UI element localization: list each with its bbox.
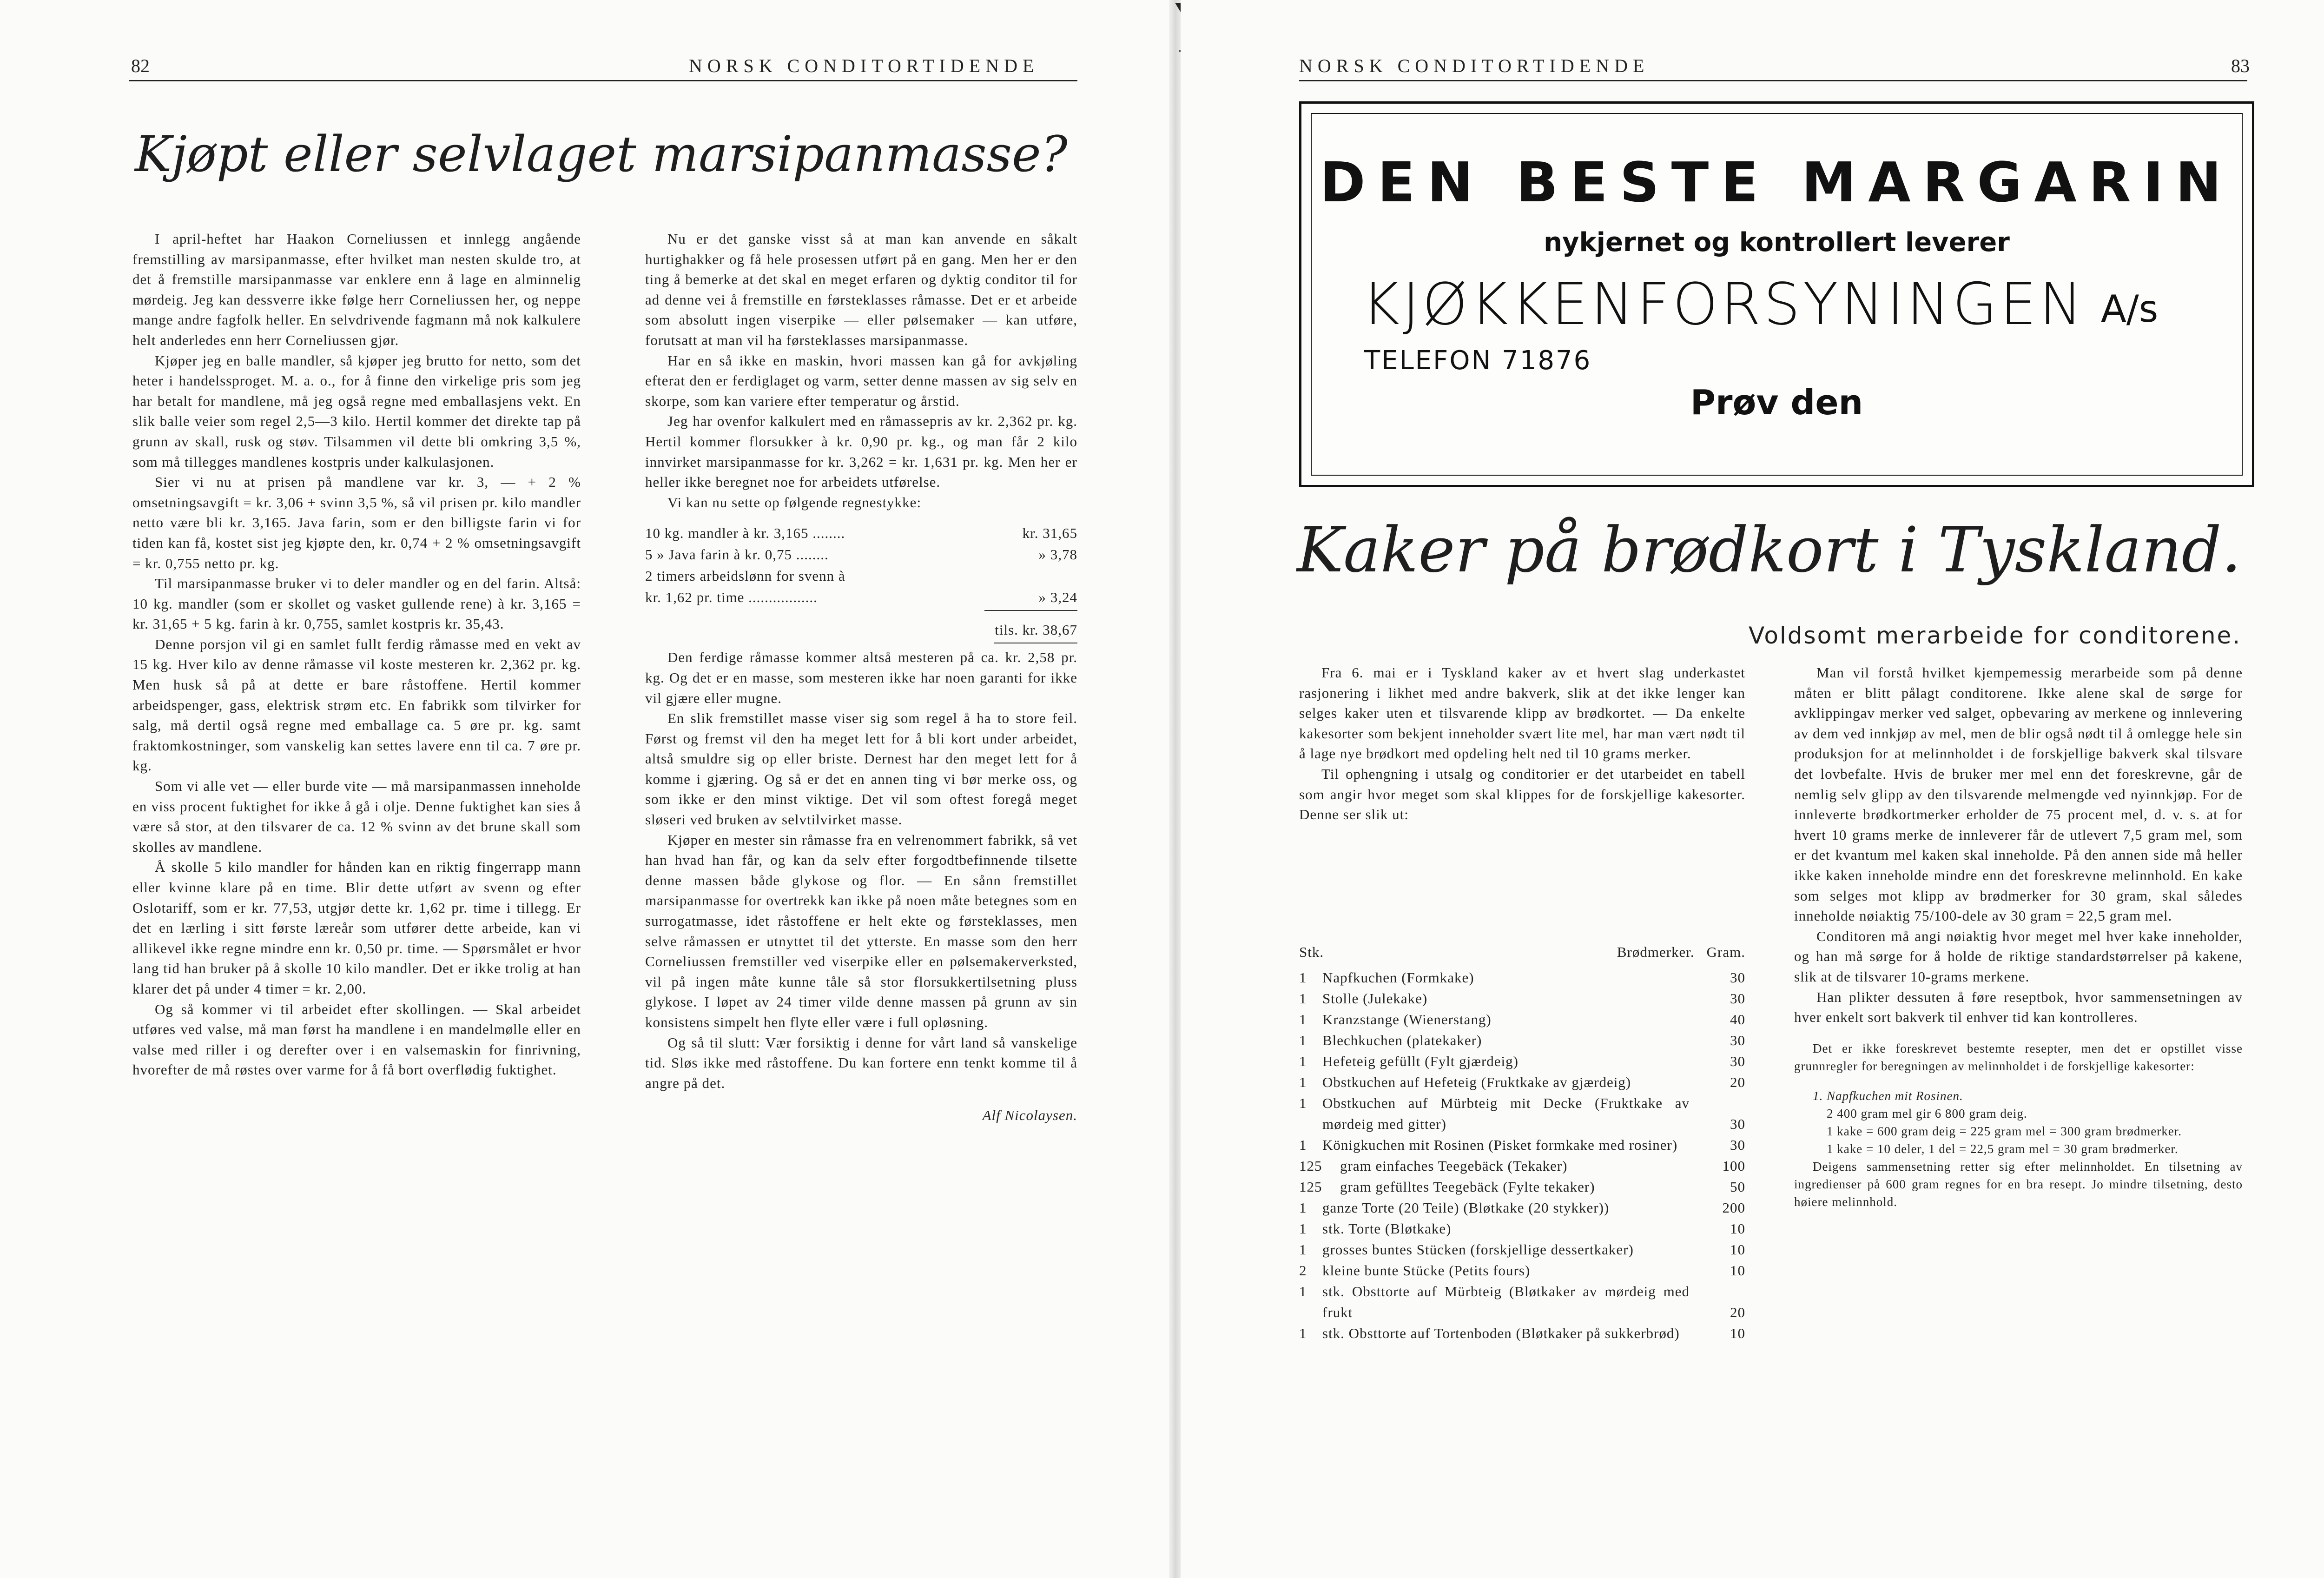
paragraph: Den ferdige råmasse kommer altså mesteren på ca. kr. 2,58 pr. kg. Og det er en masse, som mesteren ikke har noen garanti for ikke vil gjære eller mugne. bbox=[645, 649, 1077, 706]
row-qty: 1 bbox=[1299, 1137, 1307, 1153]
cost-calculation bbox=[645, 523, 1077, 643]
table-row bbox=[1299, 1239, 1745, 1260]
right-article-column-2 bbox=[1794, 663, 2243, 1211]
row-grams: 200 bbox=[1722, 1200, 1745, 1216]
row-description: Obstkuchen auf Mürbteig mit Decke (Fruktkake av mørdeig med gitter) bbox=[1322, 1095, 1690, 1132]
table-row bbox=[1299, 1155, 1745, 1176]
row-grams: 30 bbox=[1730, 990, 1745, 1007]
recipe-line: 2 400 gram mel gir 6 800 gram deig. bbox=[1827, 1106, 2027, 1121]
small-print-intro: Det er ikke foreskrevet bestemte resepter, men det er opstillet visse grunnregler for beregningen av melinnholdet i de forskjellige kakesorter: bbox=[1794, 1041, 2243, 1073]
header-qty: Stk. bbox=[1299, 944, 1324, 960]
row-description: Stolle (Julekake) bbox=[1322, 990, 1428, 1007]
paragraph: Han plikter dessuten å føre reseptbok, hvor sammensetningen av hver enkelt sort bakverk til enhver tid kan kontrolleres. bbox=[1794, 988, 2243, 1026]
right-column-1-text bbox=[1299, 663, 1745, 825]
article-subtitle: Voldsomt merarbeide for conditorene. bbox=[1749, 622, 2242, 649]
table-row bbox=[1299, 988, 1745, 1009]
row-grams: 50 bbox=[1730, 1179, 1745, 1195]
table-row bbox=[1299, 967, 1745, 988]
running-head-left: NORSK CONDITORTIDENDE bbox=[689, 55, 1039, 76]
article-title-marzipan: Kjøpt eller selvlaget marsipanmasse? bbox=[135, 126, 1068, 183]
running-head-right: NORSK CONDITORTIDENDE bbox=[1299, 55, 1650, 76]
ration-table-header bbox=[1299, 941, 1745, 962]
right-article-column-1 bbox=[1299, 663, 1745, 825]
paragraph: Og så til slutt: Vær forsiktig i denne for vårt land så vanskelige tid. Sløs ikke med råstoffene. Du kan fortere enn tenkt komme til å angre på det. bbox=[645, 1034, 1077, 1091]
row-qty: 1 bbox=[1299, 1283, 1307, 1300]
header-rule-right bbox=[1299, 80, 2247, 81]
calc-value: » 3,24 bbox=[1038, 589, 1077, 606]
recipe-line: 1 kake = 10 deler, 1 del = 22,5 gram mel = 30 gram brødmerker. bbox=[1827, 1141, 2179, 1156]
paragraph: Nu er det ganske visst så at man kan anvende en såkalt hurtighakker og få hele prosessen utført på en gang. Men her er den ting å bemerke at det skal en meget erfaren og dyktig conditor til for ad denne vei å fremstille en førsteklasses råmasse. Det er et arbeide som absolutt ingen viserpike — eller pølsemaker — kan utføre, forutsatt at man vil ha førsteklasses marsipanmasse. bbox=[645, 231, 1077, 348]
row-description: kleine bunte Stücke (Petits fours) bbox=[1322, 1262, 1531, 1279]
calc-row bbox=[645, 523, 1077, 544]
paragraph: Sier vi nu at prisen på mandlene var kr. 3, — + 2 % omsetningsavgift = kr. 3,06 + svinn 3,5 %, så vil prisen pr. kilo mandler netto være bli kr. 3,165. Java farin, som er den billigste farin vi for tiden kan få, kostet sist jeg kjøpte den, kr. 0,74 + 2 % omsetningsavgift = kr. 0,755 netto pr. kg. bbox=[132, 474, 581, 571]
paragraph: En slik fremstillet masse viser sig som regel å ha to store feil. Først og fremst vil den ha meget lett for å bli kort under arbeidet, altså smuldre sig op eller briste. Dernest har den meget lett for å komme i gjæring. Og så er det en annen ting vi bør merke oss, og som ikke er den minst viktige. Det vil som oftest foregå meget sløseri ved bruken av selvtilvirket masse. bbox=[645, 710, 1077, 828]
ration-table-rows bbox=[1299, 967, 1745, 1344]
calculation-rows bbox=[645, 523, 1077, 608]
ad-subline: nykjernet og kontrollert leverer bbox=[1544, 227, 2010, 258]
paragraph: Vi kan nu sette op følgende regnestykke: bbox=[667, 494, 922, 511]
row-grams: 20 bbox=[1730, 1304, 1745, 1320]
row-description: stk. Obsttorte auf Tortenboden (Bløtkaker på sukkerbrød) bbox=[1322, 1325, 1680, 1341]
row-qty: 1 bbox=[1299, 1053, 1307, 1069]
margarine-advertisement bbox=[1299, 101, 2254, 487]
row-description: stk. Obsttorte auf Mürbteig (Bløtkaker av mørdeig med frukt bbox=[1322, 1283, 1690, 1320]
row-description: Napfkuchen (Formkake) bbox=[1322, 969, 1474, 986]
paragraph: Og så kommer vi til arbeidet efter skollingen. — Skal arbeidet utføres ved valse, må man først ha mandlene i en mandelmølle eller en valse med riller i og derefter over i en valsemaskin for finrivning, hvorefter de må røstes over varme for å få bort overflødig fuktighet. bbox=[132, 1001, 581, 1078]
recipe-line: 1 kake = 600 gram deig = 225 gram mel = 300 gram brødmerker. bbox=[1827, 1124, 2182, 1138]
row-qty: 1 bbox=[1299, 1220, 1307, 1237]
row-grams: 30 bbox=[1730, 1032, 1745, 1048]
header-rule-left bbox=[129, 80, 1077, 81]
ad-phone: TELEFON 71876 bbox=[1364, 345, 1592, 376]
small-print-outro: Deigens sammensetning retter sig efter melinnholdet. En tilsetning av ingredienser på 600 gram regnes for en bra resept. Jo mindre tilsetning, desto høiere melinnhold. bbox=[1794, 1159, 2243, 1209]
column-2-text-bottom bbox=[645, 647, 1077, 1093]
row-description: Obstkuchen auf Hefeteig (Fruktkake av gjærdeig) bbox=[1322, 1074, 1631, 1090]
row-qty: 1 bbox=[1299, 1095, 1307, 1111]
calc-label: kr. 1,62 pr. time ................. bbox=[645, 589, 818, 606]
paragraph: Kjøper en mester sin råmasse fra en velrenommert fabrikk, så vet han hvad han får, og kan da selv efter forgodtbefinnende tilsette denne massen både glykose og flor. — En sånn fremstillet marsipanmasse for overtrekk kan ikke på noen måte betegnes som en surrogatmasse, idet råstoffene er helt ekte og førsteklasses, men selve råmassen er utnyttet til det ytterste. En masse som den herr Corneliussen fremstiller ved viserpike eller en pølsemakerverksted, vil på ingen måte kunne tåle så stor florsukkertilsetning pluss glykose. I løpet av 24 timer vilde denne massen på grunn av sin konsistens simpelt hen flyte eller være i full opløsning. bbox=[645, 831, 1077, 1030]
paragraph: Har en så ikke en maskin, hvori massen kan gå for avkjøling efterat den er ferdiglaget og varm, setter denne massen av sig selv en skorpe, som kan variere efter temperatur og årstid. bbox=[645, 352, 1077, 409]
table-row bbox=[1299, 1260, 1745, 1281]
calc-value: kr. 31,65 bbox=[1022, 525, 1077, 542]
table-row bbox=[1299, 1030, 1745, 1051]
calc-row bbox=[645, 544, 1077, 565]
table-row bbox=[1299, 1197, 1745, 1218]
ad-call-to-action: Prøv den bbox=[1690, 383, 1863, 423]
paragraph: Man vil forstå hvilket kjempemessig merarbeide som på denne måten er blitt pålagt conditorene. Ikke alene skal de sørge for avklippingav merker ved salget, opbevaring av merkene og innlevering av dem ved innkjøp av mel, men de blir også nødt til å omlegge hele sin produksjon for at melinnholdet i de forskjellige bakverk skal tilsvare det lovbefalte. Hvis de bruker mer mel enn det foreskrevne, går de nemlig selv glipp av den tilsvarende melmengde ved nyinnkjøp. For de innleverte brødkortmerker erholder de 75 procent mel, d. v. s. at for hvert 10 grams merke de innleverer får de utlevert 7,5 gram mel, som er det kvantum mel kaken skal inneholde. På den annen side må heller ikke kaken inneholde mindre enn det foreskrevne melinnhold. En kake som selges mot klipp av brødmerker for 30 gram, skal således inneholde nøiaktig 75/100-dele av 30 gram = 22,5 gram mel. bbox=[1794, 664, 2243, 924]
author-signature: Alf Nicolaysen. bbox=[982, 1107, 1077, 1124]
ration-table bbox=[1299, 941, 1745, 1344]
row-qty: 1 bbox=[1299, 1200, 1307, 1216]
recipe-lines bbox=[1794, 1105, 2243, 1158]
calc-value: » 3,78 bbox=[1038, 546, 1077, 563]
calculation-total: tils. kr. 38,67 bbox=[995, 622, 1077, 638]
row-description: Hefeteig gefüllt (Fylt gjærdeig) bbox=[1322, 1053, 1519, 1069]
row-qty: 125 bbox=[1299, 1158, 1322, 1174]
paragraph: Til marsipanmasse bruker vi to deler mandler og en del farin. Altså: 10 kg. mandler (som er skollet og vasket gullende rene) à kr. 3,165 = kr. 31,65 + 5 kg. farin à kr. 0,755, samlet kostpris kr. 35,43. bbox=[132, 575, 581, 632]
ad-headline: DEN BESTE MARGARIN bbox=[1320, 150, 2234, 214]
recipe-title: 1. Napfkuchen mit Rosinen. bbox=[1813, 1088, 1963, 1103]
row-qty: 1 bbox=[1299, 1011, 1307, 1028]
table-row bbox=[1299, 1072, 1745, 1093]
paragraph: Denne porsjon vil gi en samlet fullt ferdig råmasse med en vekt av 15 kg. Hver kilo av denne råmasse vil koste mesteren kr. 2,362 pr. kg. Men husk så på at dette er bare råstoffene. Hertil kommer arbeidspenger, gass, elektrisk strøm etc. En fabrikk som tilvirker for salg, må dertil også regne med emballage ca. 5 øre pr. kg. samt fraktomkostninger, som vanskelig kan settes lavere enn til ca. 7 øre pr. kg. bbox=[132, 636, 581, 774]
page-number-right: 83 bbox=[2231, 55, 2250, 76]
row-grams: 10 bbox=[1730, 1220, 1745, 1237]
row-grams: 30 bbox=[1730, 1053, 1745, 1069]
row-qty: 1 bbox=[1299, 969, 1307, 986]
row-description: gram einfaches Teegebäck (Tekaker) bbox=[1340, 1158, 1568, 1174]
row-qty: 125 bbox=[1299, 1179, 1322, 1195]
row-qty: 1 bbox=[1299, 1032, 1307, 1048]
table-row bbox=[1299, 1176, 1745, 1197]
row-description: Blechkuchen (platekaker) bbox=[1322, 1032, 1482, 1048]
row-grams: 10 bbox=[1730, 1325, 1745, 1341]
row-grams: 30 bbox=[1730, 1137, 1745, 1153]
paragraph: Conditoren må angi nøiaktig hvor meget mel hver kake inneholder, og han må sørge for å holde de riktige standardstørrelser på kakene, slik at de tilsvarer 10-grams merkene. bbox=[1794, 928, 2243, 985]
page-number-left: 82 bbox=[131, 55, 150, 76]
row-description: stk. Torte (Bløtkake) bbox=[1322, 1220, 1452, 1237]
calc-label: 10 kg. mandler à kr. 3,165 ........ bbox=[645, 525, 845, 542]
calc-row bbox=[645, 587, 1077, 608]
table-row bbox=[1299, 1218, 1745, 1239]
ad-company-name: KJØKKENFORSYNINGEN bbox=[1362, 271, 2086, 338]
table-row bbox=[1299, 1134, 1745, 1155]
row-grams: 10 bbox=[1730, 1262, 1745, 1279]
paragraph: Til ophengning i utsalg og conditorier er det utarbeidet en tabell som angir hvor meget som skal klippes for de forskjellige kakesorter. Denne ser slik ut: bbox=[1299, 765, 1745, 823]
paragraph: Å skolle 5 kilo mandler for hånden kan en riktig fingerrapp mann eller kvinne klare på en time. Blir dette utført av svenn og efter Oslotariff, som er kr. 77,53, utgjør dette kr. 1,62 pr. time i tillegg. Er det en lærling i sitt første læreår som utfører dette arbeide, kan vi allikevel ikke regne mindre enn kr. 0,50 pr. time. — Spørsmålet er hvor lang tid han bruker på å skolle 10 kilo mandler. Det er ikke trolig at han klarer det på under 4 timer = kr. 2,00. bbox=[132, 859, 581, 997]
row-grams: 100 bbox=[1722, 1158, 1745, 1174]
regulation-small-print bbox=[1794, 1040, 2243, 1211]
row-description: gram gefülltes Teegebäck (Fylte tekaker) bbox=[1340, 1179, 1595, 1195]
calc-row bbox=[645, 565, 1077, 587]
column-2-text-top bbox=[645, 229, 1077, 512]
header-grams: Gram. bbox=[1706, 944, 1745, 960]
article-column-2 bbox=[645, 229, 1077, 1126]
row-qty: 2 bbox=[1299, 1262, 1307, 1279]
table-row bbox=[1299, 1009, 1745, 1030]
row-grams: 30 bbox=[1730, 1116, 1745, 1132]
row-grams: 10 bbox=[1730, 1241, 1745, 1258]
row-qty: 1 bbox=[1299, 1325, 1307, 1341]
paragraph: Jeg har ovenfor kalkulert med en råmassepris av kr. 2,362 pr. kg. Hertil kommer florsukker à kr. 0,90 pr. kg., og man får 2 kilo innvirket marsipanmasse for kr. 3,262 = kr. 1,631 pr. kg. Men her er heller ikke beregnet noe for arbeidets utførelse. bbox=[645, 413, 1077, 491]
row-description: ganze Torte (20 Teile) (Bløtkake (20 stykker)) bbox=[1322, 1200, 1610, 1216]
row-qty: 1 bbox=[1299, 1074, 1307, 1090]
ad-company-suffix: A/s bbox=[2101, 287, 2159, 331]
calc-rule bbox=[984, 610, 1077, 611]
row-description: Kranzstange (Wienerstang) bbox=[1322, 1011, 1492, 1028]
row-grams: 20 bbox=[1730, 1074, 1745, 1090]
paragraph: Kjøper jeg en balle mandler, så kjøper jeg brutto for netto, som det heter i handelssproget. M. a. o., for å finne den virkelige pris som jeg har betalt for mandlene, må jeg også regne med emballasjens vekt. En slik balle veier som regel 2,5—3 kilo. Hertil kommer det direkte tap på grunn av skall, rusk og støv. Tilsammen vil dette bli omkring 3,5 %, som må tillegges mandlenes kostpris under kalkulasjonen. bbox=[132, 352, 581, 470]
right-column-2-text bbox=[1794, 663, 2243, 1028]
paragraph: Som vi alle vet — eller burde vite — må marsipanmassen inneholde en viss procent fuktighet for ikke å gå i olje. Denne fuktighet kan sies å være så stor, at den tilsvarer de ca. 12 % svinn av det brune skall som skolles av mandlene. bbox=[132, 778, 581, 855]
row-description: grosses buntes Stücken (forskjellige dessertkaker) bbox=[1322, 1241, 1634, 1258]
calc-label: 2 timers arbeidslønn for svenn à bbox=[645, 568, 845, 584]
paragraph: I april-heftet har Haakon Corneliussen et innlegg angående fremstilling av marsipanmasse, efter hvilket man nesten skulde tro, at det å fremstille marsipanmasse var enklere enn å lage en alminnelig mørdeig. Jeg kan dessverre ikke følge herr Corneliussen her, og neppe mange andre fagfolk heller. En selvdrivende fagmann må nok kalkulere helt anderledes enn herr Corneliussen gjør. bbox=[132, 231, 581, 348]
row-qty: 1 bbox=[1299, 990, 1307, 1007]
table-row bbox=[1299, 1093, 1745, 1134]
row-grams: 30 bbox=[1730, 969, 1745, 986]
table-row bbox=[1299, 1281, 1745, 1323]
table-row bbox=[1299, 1051, 1745, 1072]
row-description: Königkuchen mit Rosinen (Pisket formkake med rosiner) bbox=[1322, 1137, 1678, 1153]
table-row bbox=[1299, 1323, 1745, 1344]
header-coupons: Brødmerker. bbox=[1617, 944, 1695, 960]
article-title-germany: Kaker på brødkort i Tyskland. bbox=[1297, 514, 2241, 586]
paragraph: Fra 6. mai er i Tyskland kaker av et hvert slag underkastet rasjonering i likhet med andre bakverk, slik at det ikke lenger kan selges kaker uten et tilsvarende klipp av brødkortet. — Da enkelte kakesorter som bekjent inneholder svært lite mel, har man vært nødt til å lage nye brødkort med opdeling helt ned til 10 grams merker. bbox=[1299, 664, 1745, 762]
article-column-1 bbox=[132, 229, 581, 1080]
row-grams: 40 bbox=[1730, 1011, 1745, 1028]
calc-label: 5 » Java farin à kr. 0,75 ........ bbox=[645, 546, 829, 563]
row-qty: 1 bbox=[1299, 1241, 1307, 1258]
